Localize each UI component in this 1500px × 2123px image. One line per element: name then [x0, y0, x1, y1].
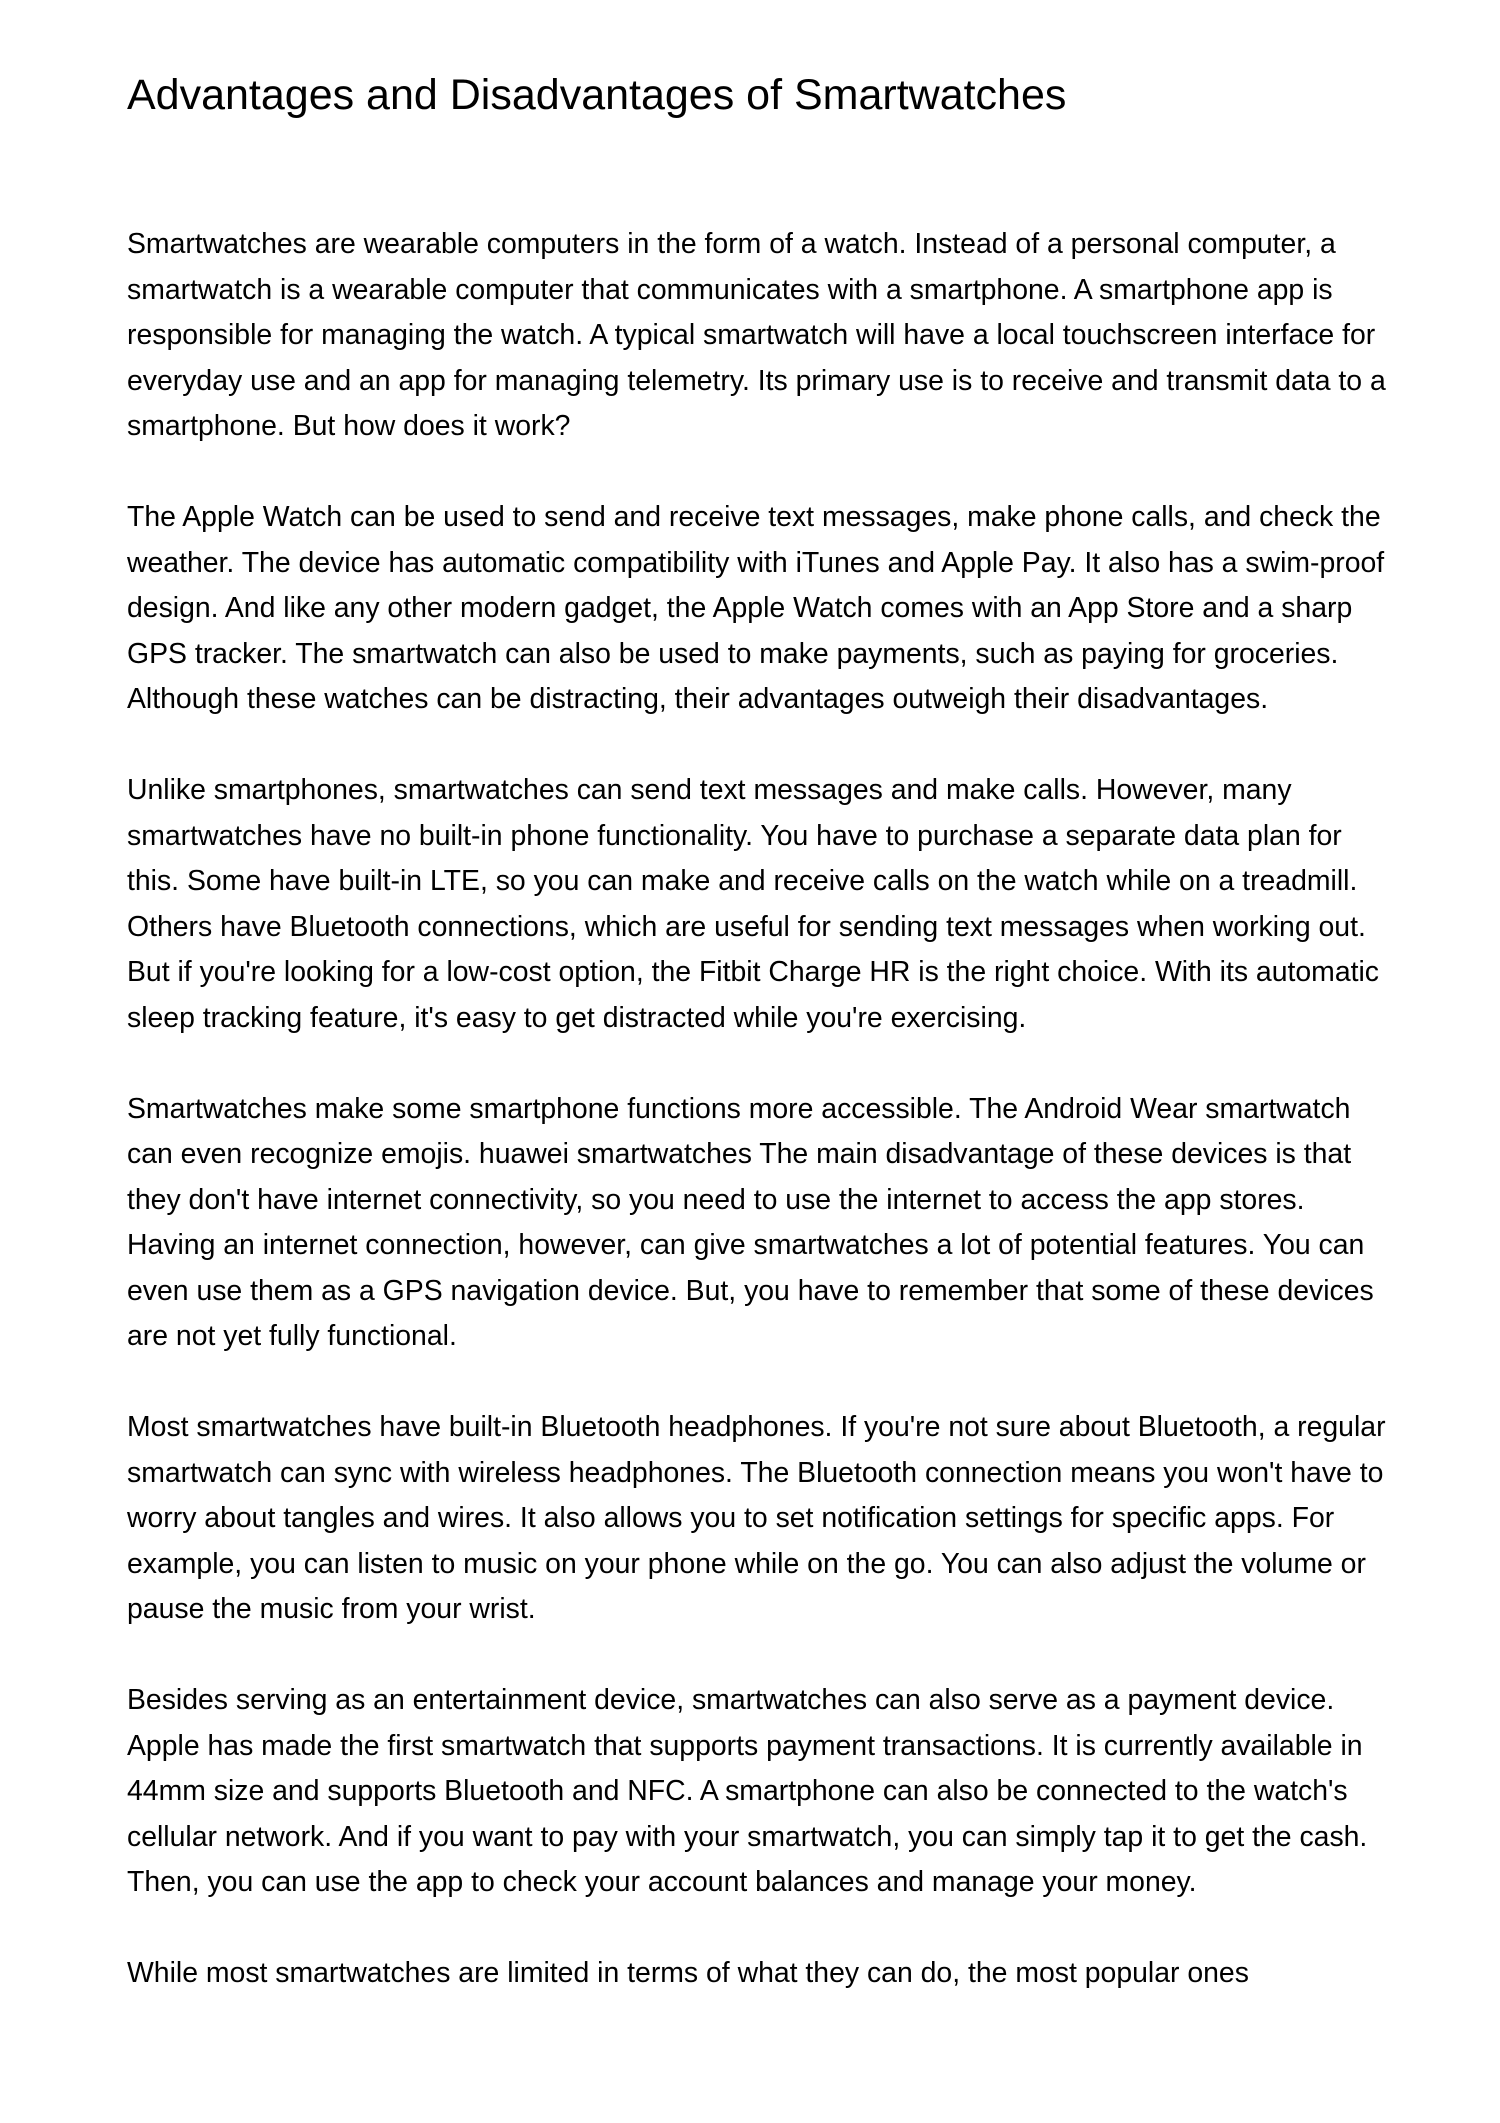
- paragraph-spacing: [127, 1360, 1387, 1406]
- document-body: [127, 60, 1387, 1997]
- paragraph-spacing: [127, 1041, 1387, 1087]
- page-title: Advantages and Disadvantages of Smartwatches: [127, 71, 1067, 119]
- paragraph-bluetooth: Most smartwatches have built-in Bluetooth headphones. If you're not sure about Bluetooth, a regular smartwatch can sync with wireless headphones. The Bluetooth connection means you won't have to worry about tangles and wires. It also allows you to set notification settings for specific apps. For example, you can listen to music on your phone while on the go. You can also adjust the volume or pause the music from your wrist.: [127, 1411, 1386, 1625]
- paragraph-spacing: [127, 723, 1387, 769]
- paragraph-limitations: While most smartwatches are limited in terms of what they can do, the most popular ones: [127, 1957, 1249, 1989]
- paragraph-apple-watch: The Apple Watch can be used to send and receive text messages, make phone calls, and check the weather. The device has automatic compatibility with iTunes and Apple Pay. It also has a swim-proof design. And like any other modern gadget, the Apple Watch comes with an App Store and a sharp GPS tracker. The smartwatch can also be used to make payments, such as paying for groceries. Although these watches can be distracting, their advantages outweigh their disadvantages.: [127, 501, 1385, 715]
- paragraph-spacing: [127, 1633, 1387, 1679]
- paragraph-accessibility: Smartwatches make some smartphone functions more accessible. The Android Wear smartwatch can even recognize emojis. huawei smartwatches The main disadvantage of these devices is that they don't have internet connectivity, so you need to use the internet to access the app stores. Having an internet connection, however, can give smartwatches a lot of potential features. You can even use them as a GPS navigation device. But, you have to remember that some of these devices are not yet fully functional.: [127, 1092, 1374, 1352]
- paragraph-spacing: [127, 1906, 1387, 1952]
- paragraph-intro: Smartwatches are wearable computers in the form of a watch. Instead of a personal computer, a smartwatch is a wearable computer that communicates with a smartphone. A smartphone app is responsible for managing the watch. A typical smartwatch will have a local touchscreen interface for everyday use and an app for managing telemetry. Its primary use is to receive and transmit data to a smartphone. But how does it work?: [127, 228, 1386, 442]
- paragraph-calls-and-messages: Unlike smartphones, smartwatches can send text messages and make calls. However, many smartwatches have no built-in phone functionality. You have to purchase a separate data plan for this. Some have built-in LTE, so you can make and receive calls on the watch while on a treadmill. Others have Bluetooth connections, which are useful for sending text messages when working out. But if you're looking for a low-cost option, the Fitbit Charge HR is the right choice. With its automatic sleep tracking feature, it's easy to get distracted while you're exercising.: [127, 774, 1380, 1034]
- title-spacing: [127, 130, 1387, 222]
- paragraph-spacing: [127, 450, 1387, 496]
- paragraph-payments: Besides serving as an entertainment device, smartwatches can also serve as a payment device. Apple has made the first smartwatch that supports payment transactions. It is currently available in 44mm size and supports Bluetooth and NFC. A smartphone can also be connected to the watch's cellular network. And if you want to pay with your smartwatch, you can simply tap it to get the cash. Then, you can use the app to check your account balances and manage your money.: [127, 1684, 1368, 1898]
